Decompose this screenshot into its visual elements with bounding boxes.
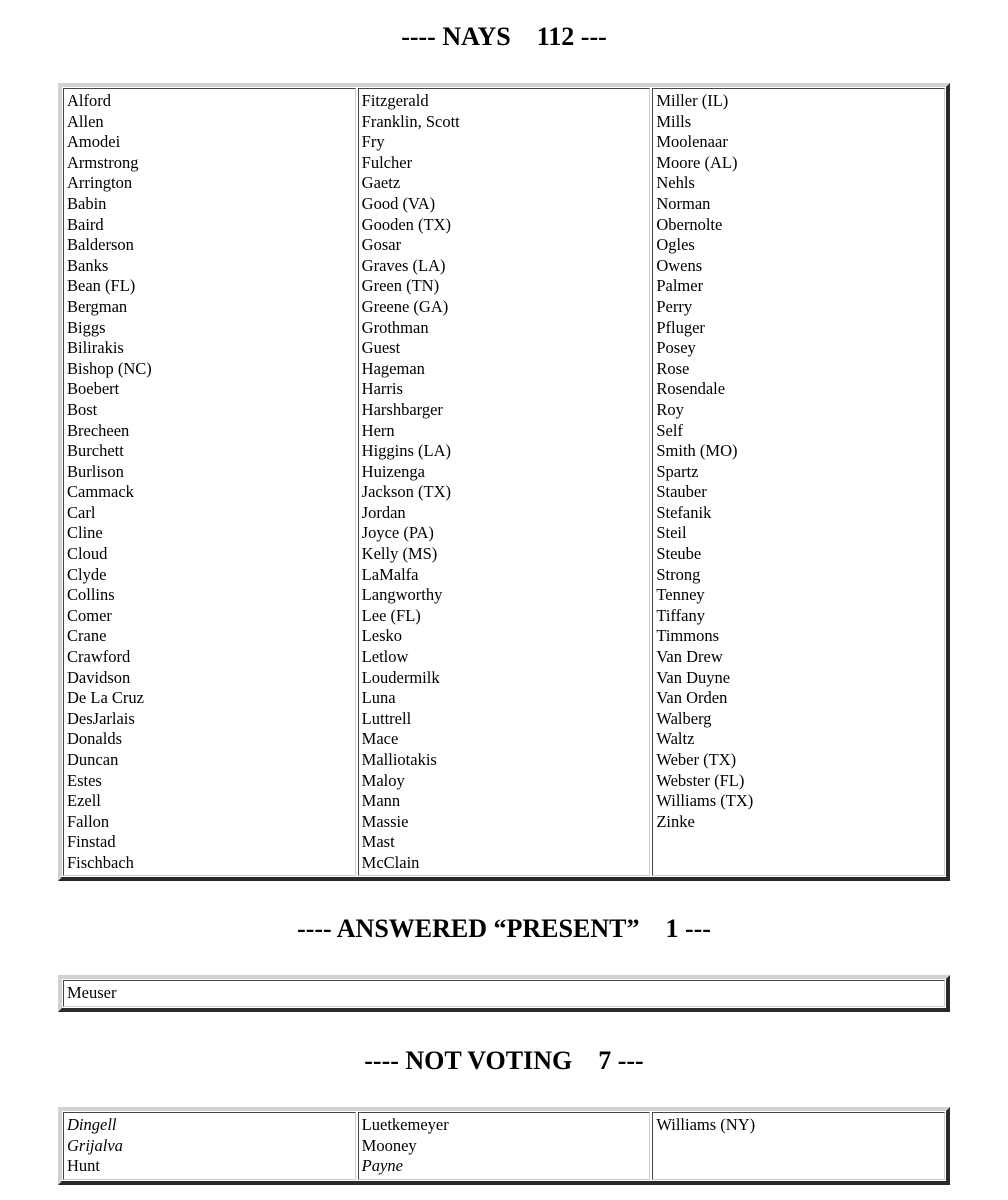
member-name: Langworthy (361, 585, 443, 605)
member-name: Lesko (361, 626, 402, 646)
member-name: Waltz (656, 729, 695, 749)
member-name: Guest (361, 338, 401, 358)
member-name: Dingell (67, 1115, 117, 1134)
member-name: Stefanik (656, 502, 712, 522)
member-name: Crane (67, 626, 107, 646)
member-name: Walberg (656, 708, 712, 728)
member-name: Burchett (67, 441, 124, 461)
member-name: Ogles (656, 235, 695, 255)
member-name: Weber (TX) (656, 750, 737, 769)
member-name: Hunt (67, 1156, 100, 1176)
member-name: Amodei (67, 132, 121, 152)
member-name: Palmer (656, 276, 704, 296)
member-name: Good (VA) (361, 193, 436, 213)
member-name: Spartz (656, 461, 699, 481)
member-name: Strong (656, 564, 701, 584)
present-heading: ---- ANSWERED “PRESENT” 1 --- (297, 914, 711, 943)
member-name: Luetkemeyer (361, 1115, 449, 1134)
member-name: Letlow (361, 647, 409, 667)
member-name: Greene (GA) (361, 296, 449, 316)
nays-column-1 (63, 88, 356, 876)
not-voting-table (58, 1107, 950, 1185)
member-name: Donalds (67, 729, 122, 749)
member-name: Timmons (656, 626, 720, 646)
member-name: LaMalfa (361, 564, 419, 584)
member-name: Bishop (NC) (67, 358, 152, 378)
member-name: Armstrong (67, 152, 139, 172)
member-name: Cammack (67, 482, 134, 502)
member-name: Mills (656, 111, 692, 131)
member-name: De La Cruz (67, 688, 144, 708)
member-name: Fallon (67, 811, 110, 831)
member-name: Luna (361, 688, 396, 708)
member-name: Banks (67, 255, 109, 275)
member-name: Harshbarger (361, 399, 443, 419)
member-name: Green (TN) (361, 276, 440, 296)
member-name: Finstad (67, 832, 116, 852)
present-column (63, 980, 945, 1007)
member-name: Allen (67, 111, 104, 131)
member-name: Rosendale (656, 379, 726, 399)
member-name: Gosar (361, 235, 402, 255)
member-name: Burlison (67, 461, 124, 481)
member-name: Miller (IL) (656, 91, 729, 110)
member-name: Maloy (361, 770, 405, 790)
member-name: Payne (361, 1156, 403, 1176)
member-name: Cloud (67, 544, 108, 564)
member-name: Graves (LA) (361, 255, 446, 275)
member-name: Franklin, Scott (361, 111, 460, 131)
member-name: Steube (656, 544, 702, 564)
member-name: Bean (FL) (67, 276, 136, 296)
member-name: Bergman (67, 296, 128, 316)
member-name: Jackson (TX) (361, 482, 452, 502)
member-name: Alford (67, 91, 111, 110)
member-name: Boebert (67, 379, 120, 399)
member-name: Bilirakis (67, 338, 124, 358)
member-name: Roy (656, 399, 684, 419)
member-name: Grijalva (67, 1135, 123, 1155)
not-voting-column-2 (358, 1112, 651, 1180)
member-name: Harris (361, 379, 403, 399)
member-name: Baird (67, 214, 104, 234)
member-name: Hern (361, 420, 395, 440)
member-name: Williams (TX) (656, 791, 754, 811)
member-name: Luttrell (361, 708, 412, 728)
nays-column-3 (652, 88, 945, 876)
member-name: Fry (361, 132, 385, 152)
member-name: Crawford (67, 647, 131, 667)
member-name: Mace (361, 729, 399, 749)
member-name: McClain (361, 852, 420, 872)
member-name: Self (656, 420, 683, 440)
member-name: Zinke (656, 811, 695, 831)
not-voting-column-3 (652, 1112, 945, 1180)
member-name: Gaetz (361, 173, 401, 193)
member-name: Gooden (TX) (361, 214, 452, 234)
member-name: Joyce (PA) (361, 523, 434, 543)
member-name: Posey (656, 338, 696, 358)
member-name: Biggs (67, 317, 106, 337)
member-name: Brecheen (67, 420, 130, 440)
member-name: Moore (AL) (656, 152, 738, 172)
member-name: Owens (656, 255, 703, 275)
member-name: Comer (67, 605, 112, 625)
member-name: Rose (656, 358, 690, 378)
member-name: Loudermilk (361, 667, 440, 687)
member-name: DesJarlais (67, 708, 135, 728)
member-name: Kelly (MS) (361, 544, 438, 564)
member-name: Huizenga (361, 461, 425, 481)
member-name: Van Drew (656, 647, 723, 667)
nays-column-2 (358, 88, 651, 876)
member-name: Steil (656, 523, 687, 543)
member-name: Fischbach (67, 852, 134, 872)
member-name: Lee (FL) (361, 605, 421, 625)
member-name: Grothman (361, 317, 429, 337)
member-name: Van Duyne (656, 667, 731, 687)
present-table (58, 975, 950, 1012)
member-name: Clyde (67, 564, 107, 584)
member-name: Obernolte (656, 214, 723, 234)
member-name: Perry (656, 296, 693, 316)
member-name: Meuser (67, 983, 117, 1002)
member-name: Stauber (656, 482, 707, 502)
member-name: Duncan (67, 750, 119, 769)
member-name: Moolenaar (656, 132, 728, 152)
member-name: Collins (67, 585, 115, 605)
member-name: Mooney (361, 1135, 417, 1155)
member-name: Fitzgerald (361, 91, 429, 110)
member-name: Higgins (LA) (361, 441, 452, 461)
not-voting-column-1 (63, 1112, 356, 1180)
member-name: Davidson (67, 667, 131, 687)
member-name: Bost (67, 399, 98, 419)
member-name: Malliotakis (361, 750, 437, 769)
member-name: Babin (67, 193, 107, 213)
member-name: Estes (67, 770, 102, 790)
member-name: Carl (67, 502, 96, 522)
member-name: Smith (MO) (656, 441, 738, 461)
member-name: Mann (361, 791, 401, 811)
member-name: Cline (67, 523, 103, 543)
member-name: Mast (361, 832, 395, 852)
member-name: Tiffany (656, 605, 705, 625)
member-name: Van Orden (656, 688, 728, 708)
member-name: Nehls (656, 173, 695, 193)
member-name: Tenney (656, 585, 705, 605)
member-name: Pfluger (656, 317, 705, 337)
member-name: Webster (FL) (656, 770, 745, 790)
member-name: Fulcher (361, 152, 413, 172)
member-name: Massie (361, 811, 409, 831)
member-name: Balderson (67, 235, 134, 255)
not-voting-heading: ---- NOT VOTING 7 --- (364, 1046, 644, 1075)
member-name: Jordan (361, 502, 406, 522)
nays-heading: ---- NAYS 112 --- (401, 22, 607, 51)
member-name: Williams (NY) (656, 1115, 756, 1134)
nays-table (58, 83, 950, 881)
member-name: Ezell (67, 791, 101, 811)
member-name: Norman (656, 193, 711, 213)
member-name: Arrington (67, 173, 133, 193)
member-name: Hageman (361, 358, 425, 378)
